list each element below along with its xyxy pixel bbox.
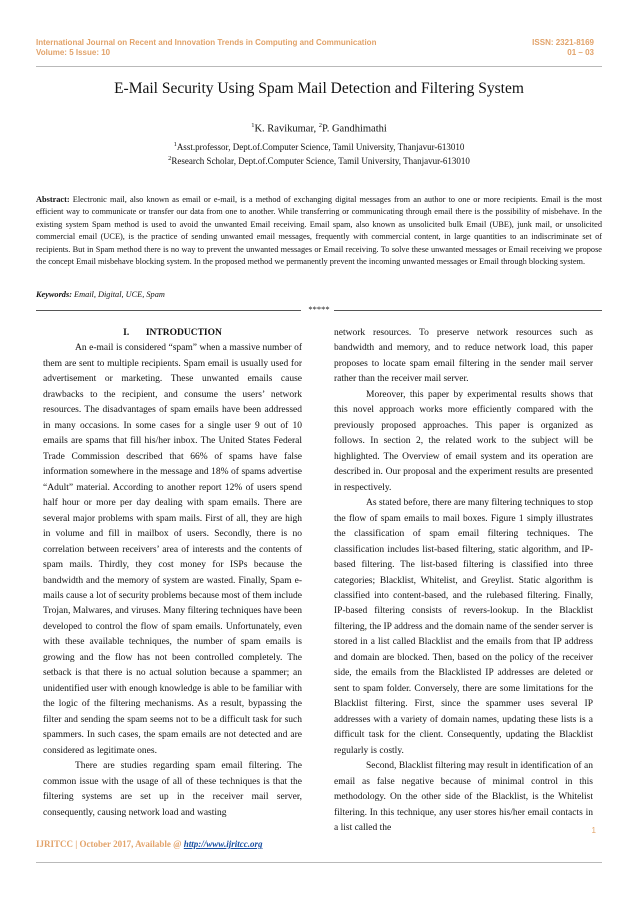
keywords-label: Keywords: [36, 290, 72, 299]
page-range: 01 – 03 [567, 48, 594, 57]
header-rule [36, 66, 602, 67]
paragraph: An e-mail is considered “spam” when a massive number of them are sent to multiple recipients. Spam email is usually used for advertisement or marketing. These unwanted emails cause drawbacks to the recipient, and consume the users’ network resources. The disadvantages of spam emails have been addressed in many occasions. In some cases for a single user 9 out of 10 emails are spams that fill his/her inbox. The United States Federal Trade Commission described that 66% of spams have false information somewhere in the message and 18% of spams advertise “Adult” material. According to another report 12% of users spend half hour or more per day dealing with spam emails. There are several major problems with spam mails. First of all, they are high in volume and fill in mailbox of users. Secondly, there is no correlation between receivers’ area of interests and the contents of spam mails. Thirdly, they cost money for ISPs because the bandwidth and the memory of system are wasted. Finally, Spam e-mails cause a lot of security problems because most of them include Trojan, Malwares, and viruses. Many filtering techniques have been developed to control the flow of spam emails. Unfortunately, even with these available techniques, the number of spam emails is growing and the flow has not been controlled completely. The setback is that there is no actual solution because a spammer; an unidentified user with enough knowledge is able to be familiar with the logic of the filtering mechanisms. As a result, bypassing the filter and sending the spam seems not to be a difficult task for such spammers. In such cases, the spam emails are not detected and are considered as legitimate ones. [43, 343, 302, 756]
affiliation-text-2: Research Scholar, Dept.of.Computer Science, Tamil University, Thanjavur-613010 [171, 156, 470, 166]
authors [0, 122, 638, 135]
author-sup-2: 2 [318, 122, 323, 129]
paragraph: As stated before, there are many filtering techniques to stop the flow of spam emails to mail boxes. Figure 1 simply illustrates the classification of spam email filtering techniques. The classification includes list-based filtering, static algorithm, and IP-based filtering. The list-based filtering is classified into three categories; Blacklist, Whitelist, and Greylist. Static algorithm is classified into content-based, and the rulebased filtering. Finally, IP-based filtering consists of revers-lookup. In the Blacklist filtering, the IP address and the domain name of the sender server is stored in a list called Blacklist and the emails from that IP address and domain are blocked. Then, based on the policy of the receiver side, the emails from the Blacklisted IP addresses are deleted or sent to spam folder. Conversely, there are some limitations for the Blacklist filtering. First, since the spammer uses several IP addresses with a variety of domain names, updating these lists is a difficult task for the client. Consequently, updating the Blacklist regularly is costly. [334, 498, 593, 756]
page-number: 1 [591, 826, 596, 835]
keywords-text: Email, Digital, UCE, Spam [71, 290, 165, 299]
journal-link[interactable]: http://www.ijritcc.org [183, 839, 263, 849]
author-1: K. Ravikumar, [254, 123, 319, 135]
paragraph: There are studies regarding spam email filtering. The common issue with the usage of all of these techniques is that the filtering systems are set up in the receiver mail server, consequently, causing network load and wasting [43, 761, 302, 818]
abstract-text: Electronic mail, also known as email or e-mail, is a method of exchanging digital messages from an author to one or more recipients. Email is the most efficient way to communicate or transfer our data from one to another. While transferring or communicating through email there is the possibility of misbehave. In the existing system Spam method is used to avoid the unwanted Email receiving. Email spam, also known as unsolicited bulk Email (UBE), junk mail, or unsolicited commercial email (UCE), is the practice of sending unwanted email messages, frequently with commercial content, in large quantities to an indiscriminate set of recipients. But in Spam method there is no way to prevent the unwanted messages or Email receiving. To solve these unwanted messages or Email receiving we propose the concept Email misbehave blocking system. In the proposed method we permanently prevent the incoming unwanted messages or Email through blocking system. [36, 195, 602, 267]
issn: ISSN: 2321-8169 [532, 38, 594, 47]
affiliation-sup-2: 2 [168, 155, 172, 162]
affiliation-1 [0, 141, 638, 152]
volume-issue: Volume: 5 Issue: 10 [36, 48, 111, 57]
affiliation-text-1: Asst.professor, Dept.of.Computer Science, Tamil University, Thanjavur-613010 [176, 142, 465, 152]
paragraph: network resources. To preserve network resources such as bandwidth and memory, and to reduce network load, this paper proposes to locate spam email filtering in the sender mail server rather than the receiver mail server. [334, 328, 593, 385]
keywords [36, 290, 165, 299]
section-heading: I. INTRODUCTION [123, 328, 222, 338]
paragraph: Second, Blacklist filtering may result in identification of an email as false negative because of minimal control in this methodology. On the other side of the Blacklist, is the Whitelist filtering. In this technique, any user stores his/her email contacts in a list called the [334, 761, 593, 833]
section-separator [36, 305, 602, 315]
footer-text: IJRITCC | October 2017, Available @ [36, 839, 184, 849]
running-header [36, 38, 594, 58]
footer [36, 839, 262, 849]
abstract [36, 194, 602, 268]
separator-line-right [334, 310, 602, 311]
affiliation-2 [0, 155, 638, 166]
column-left [43, 326, 302, 821]
affiliation-sup-1: 1 [173, 141, 177, 148]
abstract-label: Abstract: [36, 195, 70, 204]
author-sup-1: 1 [251, 122, 255, 129]
column-right [334, 326, 593, 836]
author-2: P. Gandhimathi [322, 123, 387, 135]
journal-name: International Journal on Recent and Innovation Trends in Computing and Communication [36, 38, 377, 47]
paper-title: E-Mail Security Using Spam Mail Detection and Filtering System [114, 80, 524, 97]
separator-stars: ***** [308, 304, 330, 314]
footer-rule [36, 862, 602, 863]
paragraph: Moreover, this paper by experimental results shows that this novel approach works more efficiently compared with the previously proposed approaches. This paper is organized as follows. In section 2, the related work to the subject will be highlighted. The Overview of email system and its operation are described in. Our proposal and the experiment results are presented in respectively. [334, 389, 593, 493]
